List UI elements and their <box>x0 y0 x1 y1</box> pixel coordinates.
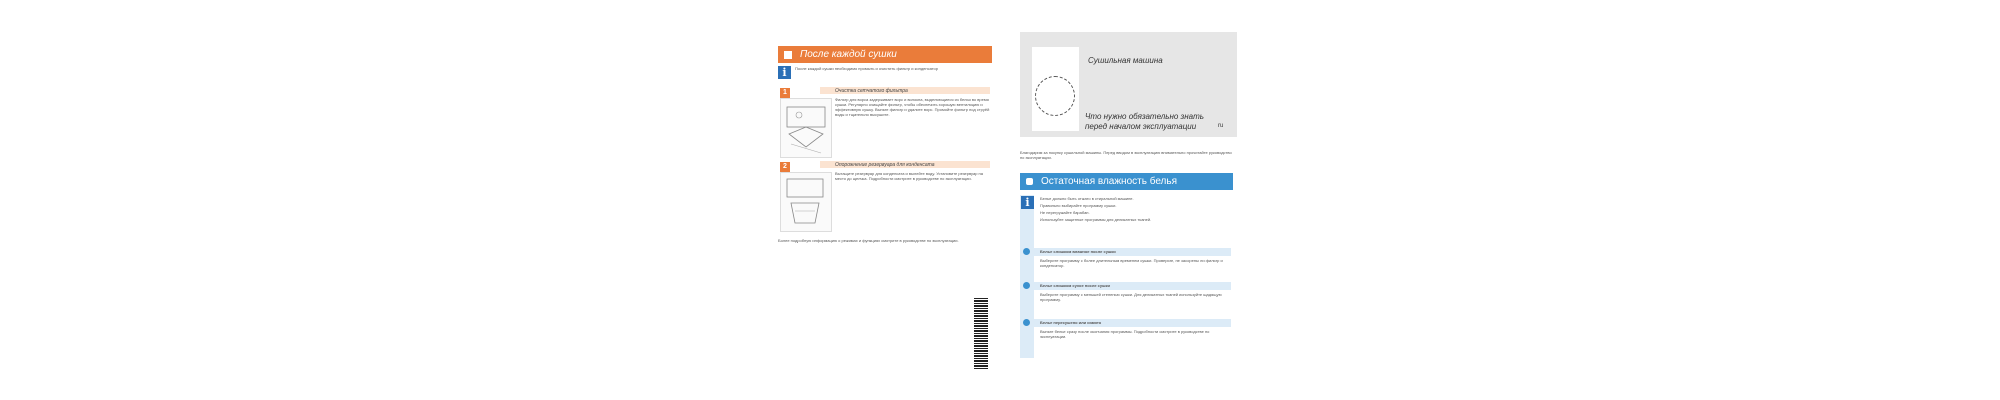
step1-text: Фильтр для ворса задерживает ворс и волокна, выделяющиеся из белья во время сушки. Регулярно очищайте фильтр, чтобы обеспечить хорошую вентиляцию и эффективную сушку. Выньте фильтр и удалите ворс. Промойте фильтр под струёй воды и тщательно высушите. <box>835 97 990 117</box>
step1-number: 1 <box>780 88 790 98</box>
info-icon: i <box>778 66 791 79</box>
cover-subtitle-line1: Что нужно обязательно знать <box>1085 112 1204 121</box>
cover-subtitle-line2: перед началом эксплуатации <box>1085 122 1197 131</box>
bullet-icon <box>1023 248 1030 255</box>
info-bullet-2: Правильно выбирайте программу сушки. <box>1040 203 1117 208</box>
info-bullet-3: Не перегружайте барабан. <box>1040 210 1090 215</box>
side-strip <box>1020 195 1034 358</box>
info-bullet-4: Используйте защитные программы для деликатных тканей. <box>1040 217 1152 222</box>
container-illustration <box>780 172 832 232</box>
item2-text: Выберите программу с меньшей степенью сушки. Для деликатных тканей используйте щадящую программу. <box>1040 292 1222 302</box>
section-header-after-drying <box>778 46 992 63</box>
step2-title: Опорожнение резервуара для конденсата <box>835 162 935 168</box>
container-drawing <box>781 173 831 231</box>
filter-illustration <box>780 98 832 158</box>
cover-language-code: ru <box>1218 123 1224 129</box>
info-bullet-1: Белье должно быть отжато в стиральной машине. <box>1040 196 1134 201</box>
item2-title: Белье слишком сухое после сушки <box>1040 283 1110 288</box>
section-header-text-right: Остаточная влажность белья <box>1041 176 1178 187</box>
item3-title: Белье пересушено или измято <box>1040 320 1102 325</box>
step2-text: Вытащите резервуар для конденсата и вылейте воду. Установите резервуар на место до щелчка. Подробности смотрите в руководстве по эксплуатации. <box>835 171 983 181</box>
filter-drawing <box>781 99 831 157</box>
info-icon-right: i <box>1021 196 1034 209</box>
section-header-text: После каждой сушки <box>800 49 897 60</box>
bullet-icon <box>1023 282 1030 289</box>
item3-text: Выньте белье сразу после окончания программы. Подробности смотрите в руководстве по эксплуатации. <box>1040 329 1210 339</box>
section-header-residual-moisture <box>1020 173 1233 190</box>
intro-text: Благодарим за покупку сушильной машины. Перед вводом в эксплуатацию внимательно прочитайте руководство по эксплуатации. <box>1020 150 1232 160</box>
item1-text: Выберите программу с более длительным временем сушки. Проверьте, не засорены ли фильтр и конденсатор. <box>1040 258 1223 268</box>
barcode <box>974 298 988 370</box>
step2-number: 2 <box>780 162 790 172</box>
square-icon <box>784 51 792 59</box>
footer-text: Более подробную информацию о режимах и функциях смотрите в руководстве по эксплуатации. <box>778 238 959 243</box>
info-text: После каждой сушки необходимо промыть и очистить фильтр и конденсатор <box>795 66 938 71</box>
bullet-icon <box>1023 319 1030 326</box>
step1-title: Очистка сетчатого фильтра <box>835 88 908 94</box>
laundry-icon <box>1026 178 1033 185</box>
item1-title: Белье слишком влажное после сушки <box>1040 249 1116 254</box>
drum-circle-graphic <box>1035 76 1075 116</box>
cover-title: Сушильная машина <box>1088 56 1163 65</box>
